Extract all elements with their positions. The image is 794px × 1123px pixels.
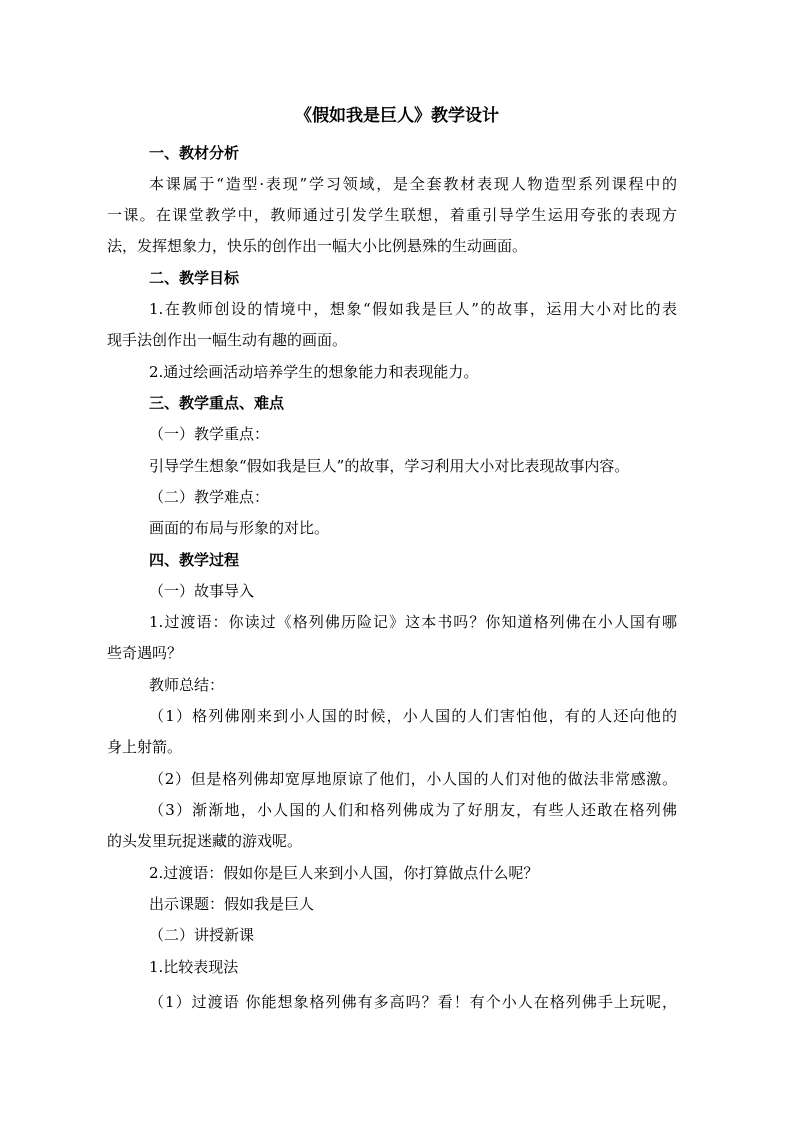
paragraph-line: 教师总结：: [149, 676, 225, 694]
section-heading-process: 四、教学过程: [149, 551, 240, 569]
subheading: （一）教学重点：: [149, 425, 270, 443]
paragraph-line: （1）过渡语 你能想象格列佛有多高吗？看！有个小人在格列佛手上玩呢，: [149, 993, 677, 1011]
paragraph-line: 1.比较表现法: [149, 958, 239, 976]
paragraph-line: （1）格列佛刚来到小人国的时候，小人国的人们害怕他，有的人还向他的: [149, 707, 677, 725]
subheading: （一）故事导入: [149, 582, 255, 600]
paragraph-line: 1.过渡语：你读过《格列佛历险记》这本书吗？你知道格列佛在小人国有哪: [149, 613, 677, 631]
paragraph-line: 画面的布局与形象的对比。: [149, 519, 330, 537]
paragraph-line: 现手法创作出一幅生动有趣的画面。: [107, 331, 348, 349]
section-heading-key-points: 三、教学重点、难点: [149, 394, 285, 412]
paragraph-line: 2.过渡语：假如你是巨人来到小人国，你打算做点什么呢？: [149, 864, 539, 882]
paragraph-line: 1.在教师创设的情境中，想象“假如我是巨人”的故事，运用大小对比的表: [149, 300, 677, 318]
subheading: （二）讲授新课: [149, 926, 255, 944]
document-title: 《假如我是巨人》教学设计: [295, 106, 499, 126]
paragraph-line: 2.通过绘画活动培养学生的想象能力和表现能力。: [149, 363, 479, 381]
paragraph-line: 一课。在课堂教学中，教师通过引发学生联想，着重引导学生运用夸张的表现方: [107, 206, 677, 224]
paragraph-line: （2）但是格列佛却宽厚地原谅了他们，小人国的人们对他的做法非常感激。: [149, 770, 677, 788]
paragraph-line: 出示课题：假如我是巨人: [149, 895, 315, 913]
section-heading-goals: 二、教学目标: [149, 269, 240, 287]
subheading: （二）教学难点：: [149, 488, 270, 506]
paragraph-line: （3）渐渐地，小人国的人们和格列佛成为了好朋友，有些人还敢在格列佛: [149, 801, 677, 819]
paragraph-line: 本课属于“造型·表现”学习领域，是全套教材表现人物造型系列课程中的: [149, 175, 677, 193]
paragraph-line: 引导学生想象“假如我是巨人”的故事，学习利用大小对比表现故事内容。: [149, 457, 630, 475]
section-heading-analysis: 一、教材分析: [149, 144, 240, 162]
paragraph-line: 些奇遇吗？: [107, 644, 183, 662]
paragraph-line: 身上射箭。: [107, 738, 183, 756]
paragraph-line: 法，发挥想象力，快乐的创作出一幅大小比例悬殊的生动画面。: [107, 237, 528, 255]
paragraph-line: 的头发里玩捉迷藏的游戏呢。: [107, 832, 303, 850]
